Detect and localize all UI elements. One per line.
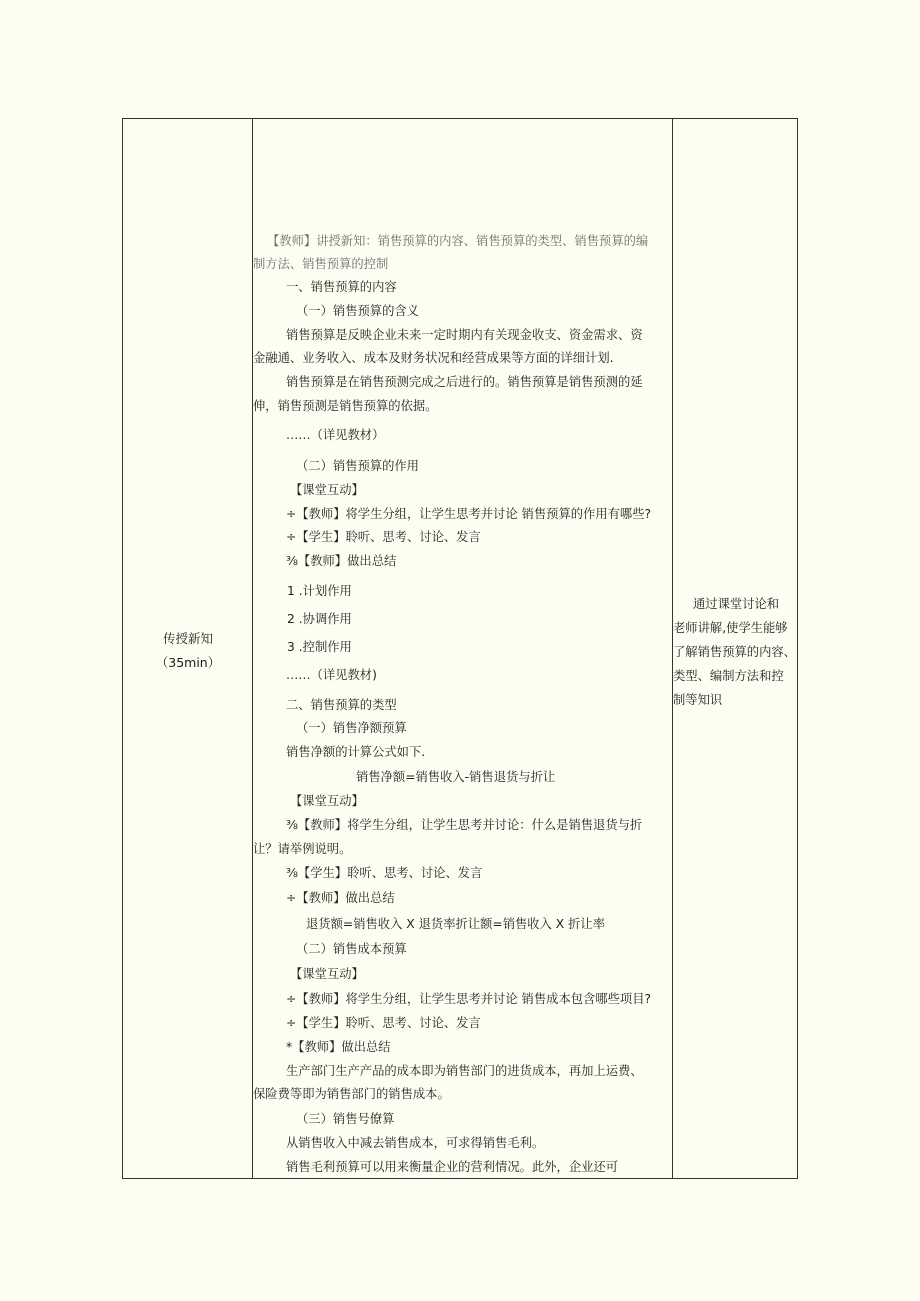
paragraph-line: 销售预算是在销售预测完成之后进行的。销售预算是销售预测的延 bbox=[286, 375, 643, 389]
objective-line: 制等知识 bbox=[673, 693, 723, 707]
list-item: 2 .协调作用 bbox=[287, 612, 352, 626]
formula-line: 销售净额=销售收入-销售退货与折让 bbox=[356, 770, 556, 784]
activity-line: ⅜【学生】聆听、思考、讨论、发言 bbox=[286, 866, 483, 880]
subsection-heading: （二）销售成本预算 bbox=[296, 942, 407, 956]
teacher-intro-line2: 制方法、销售预算的控制 bbox=[253, 257, 389, 271]
activity-line: ⅜【教师】做出总结 bbox=[286, 554, 397, 568]
see-textbook-note: ……（详见教材） bbox=[286, 428, 385, 442]
list-item: 3 .控制作用 bbox=[287, 640, 352, 654]
section-heading: 一、销售预算的内容 bbox=[286, 280, 397, 294]
subsection-heading: （三）销售号僚算 bbox=[296, 1112, 395, 1126]
interaction-heading: 【课堂互动】 bbox=[290, 794, 364, 808]
paragraph-line: 销售毛利预算可以用来衡量企业的营利情况。此外，企业还可 bbox=[286, 1160, 619, 1174]
formula-line: 退货额=销售收入 X 退货率折让额=销售收入 X 折让率 bbox=[306, 917, 606, 931]
interaction-heading: 【课堂互动】 bbox=[290, 967, 364, 981]
objective-line: 类型、编制方法和控 bbox=[673, 669, 784, 683]
see-textbook-note: ……（详见教材) bbox=[286, 668, 377, 682]
paragraph-line: 销售净额的计算公式如下. bbox=[286, 745, 426, 759]
activity-line: 让？请举例说明。 bbox=[253, 842, 352, 856]
paragraph-line: 从销售收入中减去销售成本，可求得销售毛利。 bbox=[286, 1136, 545, 1150]
teacher-intro-line1: 【教师】讲授新知：销售预算的内容、销售预算的类型、销售预算的编 bbox=[267, 234, 649, 248]
objective-line: 通过课堂讨论和 bbox=[693, 597, 780, 611]
section-heading: 二、销售预算的类型 bbox=[286, 698, 397, 712]
list-item: 1 .计划作用 bbox=[287, 584, 352, 598]
stage-duration: （35min） bbox=[155, 655, 221, 670]
paragraph-line: 伸，销售预测是销售预算的依据。 bbox=[253, 399, 438, 413]
lesson-table bbox=[122, 118, 798, 1179]
subsection-heading: （二）销售预算的作用 bbox=[296, 459, 419, 473]
activity-line: ÷【学生】聆听、思考、讨论、发言 bbox=[286, 530, 481, 544]
activity-line: ÷【教师】做出总结 bbox=[286, 891, 395, 905]
objective-line: 了解销售预算的内容、 bbox=[673, 645, 796, 659]
activity-line: ÷【教师】将学生分组，让学生思考并讨论 销售成本包含哪些项目? bbox=[286, 992, 652, 1006]
paragraph-line: 生产部门生产产品的成本即为销售部门的进货成本，再加上运费、 bbox=[286, 1064, 643, 1078]
activity-line: ⅜【教师】将学生分组，让学生思考并讨论：什么是销售退货与折 bbox=[286, 818, 643, 832]
stage-column bbox=[123, 119, 253, 1178]
paragraph-line: 金融通、业务收入、成本及财务状况和经营成果等方面的详细计划. bbox=[253, 351, 614, 365]
objective-column bbox=[673, 119, 797, 1178]
subsection-heading: （一）销售预算的含义 bbox=[296, 304, 419, 318]
activity-line: *【教师】做出总结 bbox=[286, 1040, 391, 1054]
paragraph-line: 保险费等即为销售部门的销售成本。 bbox=[253, 1087, 450, 1101]
activity-line: ÷【教师】将学生分组，让学生思考并讨论 销售预算的作用有哪些? bbox=[286, 507, 652, 521]
subsection-heading: （一）销售净额预算 bbox=[296, 721, 407, 735]
content-column bbox=[253, 119, 673, 1178]
objective-line: 老师讲解,使学生能够 bbox=[673, 621, 788, 635]
interaction-heading: 【课堂互动】 bbox=[290, 483, 364, 497]
activity-line: ÷【学生】聆听、思考、讨论、发言 bbox=[286, 1016, 481, 1030]
paragraph-line: 销售预算是反映企业未来一定时期内有关现金收支、资金需求、资 bbox=[286, 328, 643, 342]
stage-title: 传授新知 bbox=[162, 631, 213, 646]
